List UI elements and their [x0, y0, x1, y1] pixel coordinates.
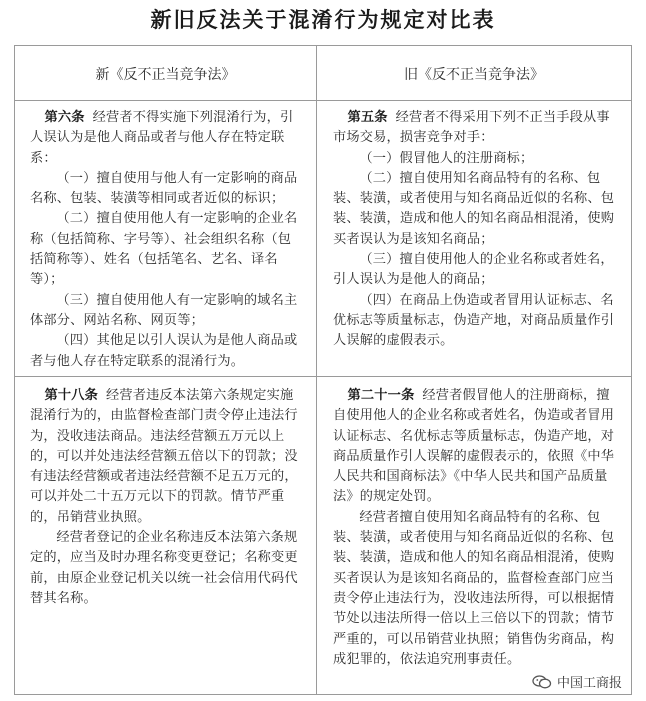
- paragraph: （四）在商品上伪造或者冒用认证标志、名优标志等质量标志，伪造产地，对商品质量作引人误解的虚假表示。: [333, 292, 615, 349]
- header-divider: [15, 100, 631, 101]
- article-number: 第六条: [44, 110, 85, 125]
- cell-old-article-21: [333, 386, 619, 670]
- paragraph: 经营者擅自使用知名商品特有的名称、包装、装潢，或者使用与知名商品近似的名称、包装、装潢，造成和他人的知名商品相混淆，使购买者误认为是该知名商品的，监督检查部门应当责令停止违法行为，没收违法所得，可以根据情节处以违法所得一倍以上三倍以下的罚款；情节严重的，可以吊销营业执照；销售伪劣商品，构成犯罪的，依法追究刑事责任。: [333, 509, 615, 667]
- paragraph: 经营者不得实施下列混淆行为，引人误认为是他人商品或者与他人存在特定联系：: [30, 110, 294, 166]
- cell-old-article-5: [333, 108, 619, 352]
- paragraph: 经营者假冒他人的注册商标，擅自使用他人的企业名称或者姓名，伪造或者冒用认证标志、名优标志等质量标志，伪造产地，对商品质量作引人误解的虚假表示的，依照《中华人民共和国商标法》《中华人民共和国产品质量法》的规定处罚。: [333, 388, 615, 505]
- paragraph: （一）擅自使用与他人有一定影响的商品名称、包装、装潢等相同或者近似的标识；: [30, 170, 298, 207]
- article-number: 第二十一条: [347, 388, 415, 403]
- paragraph: 经营者违反本法第六条规定实施混淆行为的，由监督检查部门责令停止违法行为，没收违法商品。违法经营额五万元以上的，可以并处违法经营额五倍以下的罚款；没有违法经营额或者违法经营额不足五万元的，可以并处二十五万元以下的罚款。情节严重的，吊销营业执照。: [30, 388, 298, 525]
- page-title: 新旧反法关于混淆行为规定对比表: [150, 8, 496, 32]
- header-new-law: 新《反不正当竞争法》: [95, 67, 236, 83]
- comparison-table: [14, 45, 632, 695]
- cell-new-article-6: [30, 108, 302, 372]
- paragraph: 经营者不得采用下列不正当手段从事市场交易，损害竞争对手：: [333, 110, 610, 146]
- cell-new-article-18: [30, 386, 302, 609]
- article-number: 第十八条: [44, 388, 99, 403]
- row-divider: [15, 376, 631, 377]
- article-number: 第五条: [347, 110, 388, 125]
- wechat-icon: [532, 675, 552, 689]
- paragraph: （一）假冒他人的注册商标；: [359, 150, 534, 166]
- paragraph: （二）擅自使用知名商品特有的名称、包装、装潢，或者使用与知名商品近似的名称、包装、装潢，造成和他人的知名商品相混淆，使购买者误认为是该知名商品；: [333, 170, 615, 247]
- header-old-law: 旧《反不正当竞争法》: [404, 67, 544, 83]
- watermark-text: 中国工商报: [556, 676, 622, 691]
- paragraph: （三）擅自使用他人的企业名称或者姓名，引人误认为是他人的商品；: [333, 252, 614, 288]
- paragraph: 经营者登记的企业名称违反本法第六条规定的，应当及时办理名称变更登记；名称变更前，由原企业登记机关以统一社会信用代码代替其名称。: [30, 530, 298, 606]
- watermark: [530, 672, 624, 691]
- paragraph: （三）擅自使用他人有一定影响的域名主体部分、网站名称、网页等；: [30, 292, 298, 328]
- paragraph: （四）其他足以引人误认为是他人商品或者与他人存在特定联系的混淆行为。: [30, 333, 298, 369]
- paragraph: （二）擅自使用他人有一定影响的企业名称（包括简称、字号等）、社会组织名称（包括简称等）、姓名（包括笔名、艺名、译名等）；: [30, 211, 298, 288]
- column-divider: [316, 46, 317, 694]
